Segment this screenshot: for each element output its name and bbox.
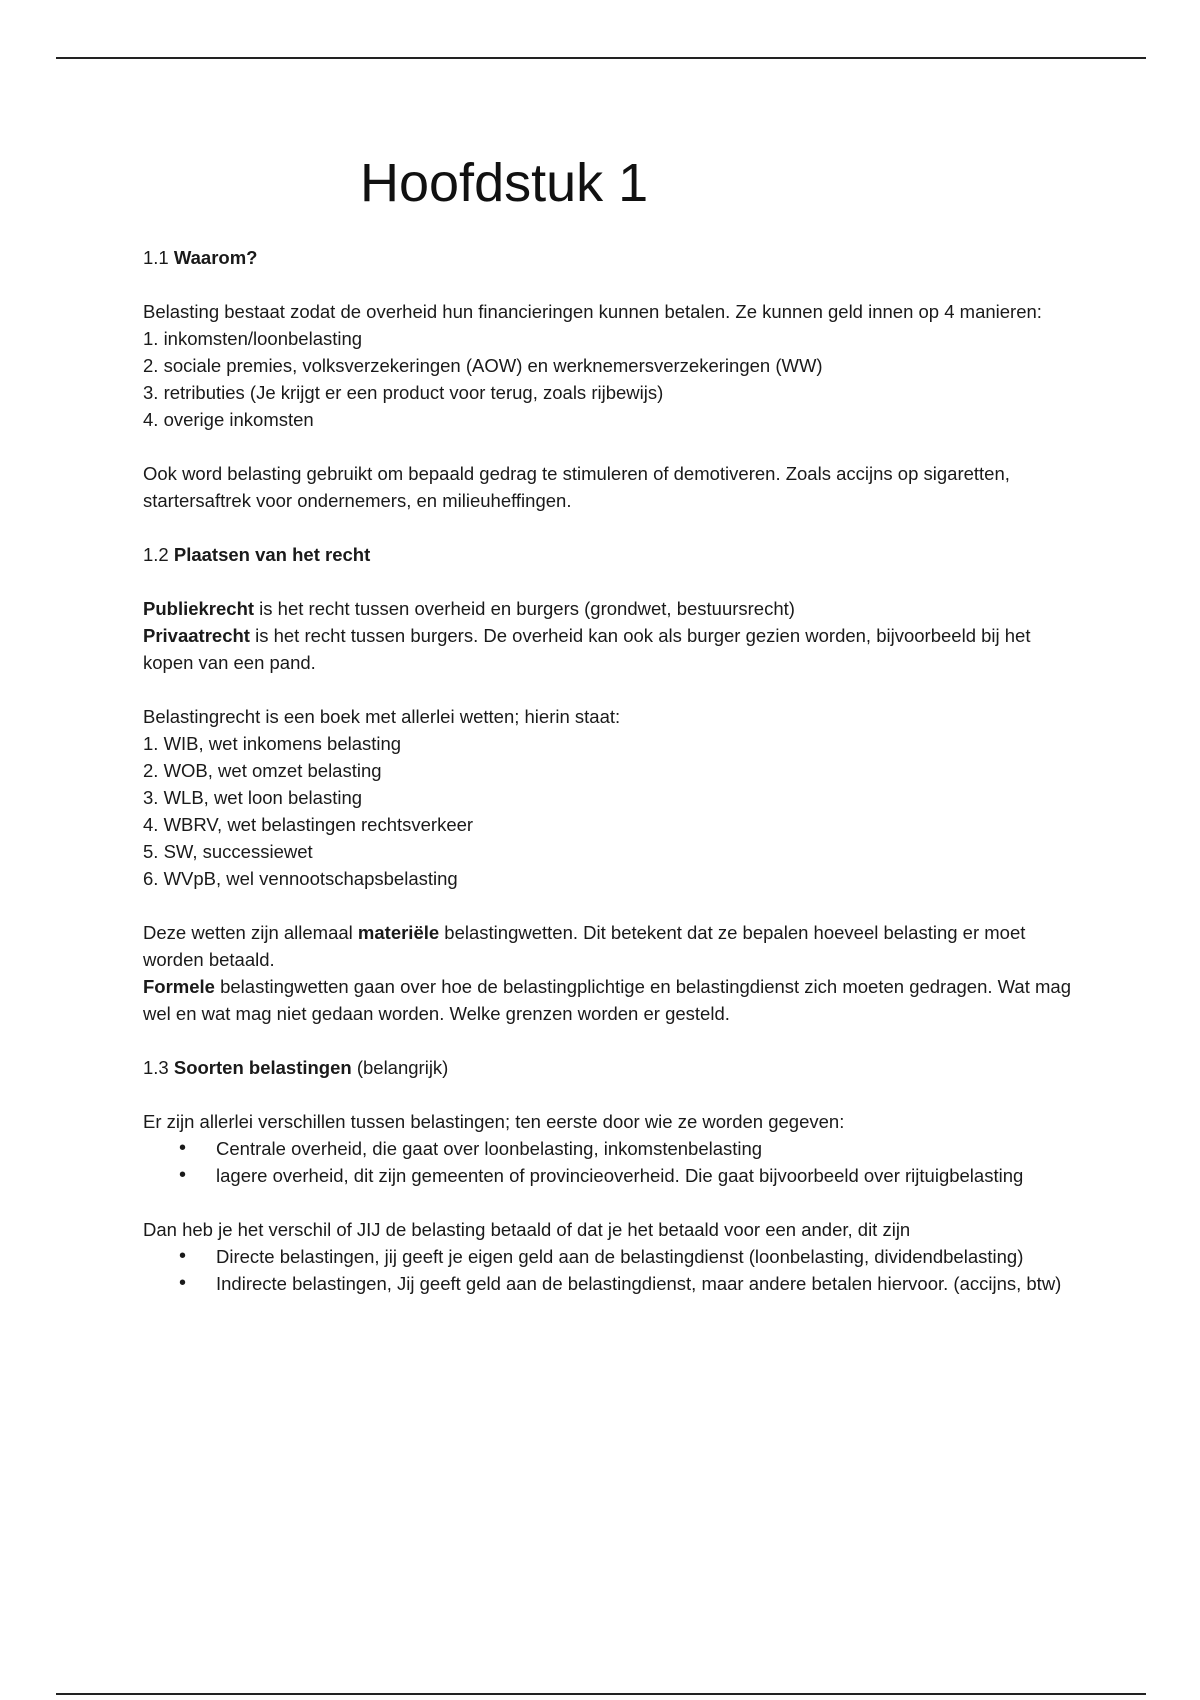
paragraph: Ook word belasting gebruikt om bepaald gedrag te stimuleren of demotiveren. Zoals accijns op sigaretten, startersaftrek voor ondernemers, en milieuheffingen. [143, 463, 1010, 511]
bullet-list [143, 1135, 1073, 1189]
page-title: Hoofdstuk 1 [360, 153, 649, 213]
list-item: 1. inkomsten/loonbelasting [143, 328, 363, 349]
document-body [143, 244, 1073, 1297]
term: Privaatrecht [143, 625, 250, 646]
definition-publiekrecht [143, 595, 1073, 622]
list-item: 3. retributies (Je krijgt er een product voor terug, zoals rijbewijs) [143, 382, 664, 403]
bullet-list [143, 1243, 1073, 1297]
list-item: 2. sociale premies, volksverzekeringen (AOW) en werknemersverzekeringen (WW) [143, 355, 823, 376]
bullet-item: • Indirecte belastingen, Jij geeft geld aan de belastingdienst, maar andere betalen hiervoor. (accijns, btw) [143, 1270, 1073, 1297]
paragraph-materieel [143, 919, 1073, 973]
definition-text: is het recht tussen burgers. De overheid kan ook als burger gezien worden, bijvoorbeeld bij het kopen van een pand. [143, 625, 1031, 673]
bullet-item: • Directe belastingen, jij geeft je eigen geld aan de belastingdienst (loonbelasting, dividendbelasting) [143, 1243, 1073, 1270]
section-suffix: (belangrijk) [351, 1057, 449, 1078]
top-rule [56, 57, 1146, 59]
section-number: 1.1 [143, 247, 169, 268]
section-heading-1-3 [143, 1054, 1073, 1081]
section-heading-1-2 [143, 541, 1073, 568]
list-item: 4. overige inkomsten [143, 409, 314, 430]
list-item: 5. SW, successiewet [143, 841, 313, 862]
paragraph: Belasting bestaat zodat de overheid hun financieringen kunnen betalen. Ze kunnen geld innen op 4 manieren: [143, 301, 1042, 322]
term: Publiekrecht [143, 598, 255, 619]
list-item: 4. WBRV, wet belastingen rechtsverkeer [143, 814, 474, 835]
bottom-rule [56, 1693, 1146, 1695]
paragraph-formeel [143, 973, 1073, 1027]
text: belastingwetten gaan over hoe de belastingplichtige en belastingdienst zich moeten gedragen. Wat mag wel en wat mag niet gedaan worden. Welke grenzen worden er gesteld. [143, 976, 1071, 1024]
list-item: 6. WVpB, wel vennootschapsbelasting [143, 868, 458, 889]
section-number: 1.2 [143, 544, 169, 565]
bullet-item: • Centrale overheid, die gaat over loonbelasting, inkomstenbelasting [143, 1135, 1073, 1162]
paragraph: Dan heb je het verschil of JIJ de belasting betaald of dat je het betaald voor een ander, dit zijn [143, 1219, 911, 1240]
section-title: Waarom? [173, 247, 258, 268]
section-number: 1.3 [143, 1057, 169, 1078]
text: Deze wetten zijn allemaal [143, 922, 358, 943]
section-heading-1-1 [143, 244, 1073, 271]
text: belastingwetten. Dit betekent dat ze bepalen hoeveel belasting er moet worden betaald. [143, 922, 1026, 970]
term: materiële [357, 922, 440, 943]
section-title: Plaatsen van het recht [173, 544, 371, 565]
section-title: Soorten belastingen [173, 1057, 352, 1078]
definition-text: is het recht tussen overheid en burgers (grondwet, bestuursrecht) [254, 598, 795, 619]
bullet-item: • lagere overheid, dit zijn gemeenten of provincieoverheid. Die gaat bijvoorbeeld over rijtuigbelasting [143, 1162, 1073, 1189]
list-item: 3. WLB, wet loon belasting [143, 787, 363, 808]
term: Formele [143, 976, 215, 997]
paragraph: Er zijn allerlei verschillen tussen belastingen; ten eerste door wie ze worden gegeven: [143, 1111, 845, 1132]
list-item: 2. WOB, wet omzet belasting [143, 760, 382, 781]
paragraph: Belastingrecht is een boek met allerlei wetten; hierin staat: [143, 706, 621, 727]
list-item: 1. WIB, wet inkomens belasting [143, 733, 402, 754]
definition-privaatrecht [143, 622, 1073, 676]
